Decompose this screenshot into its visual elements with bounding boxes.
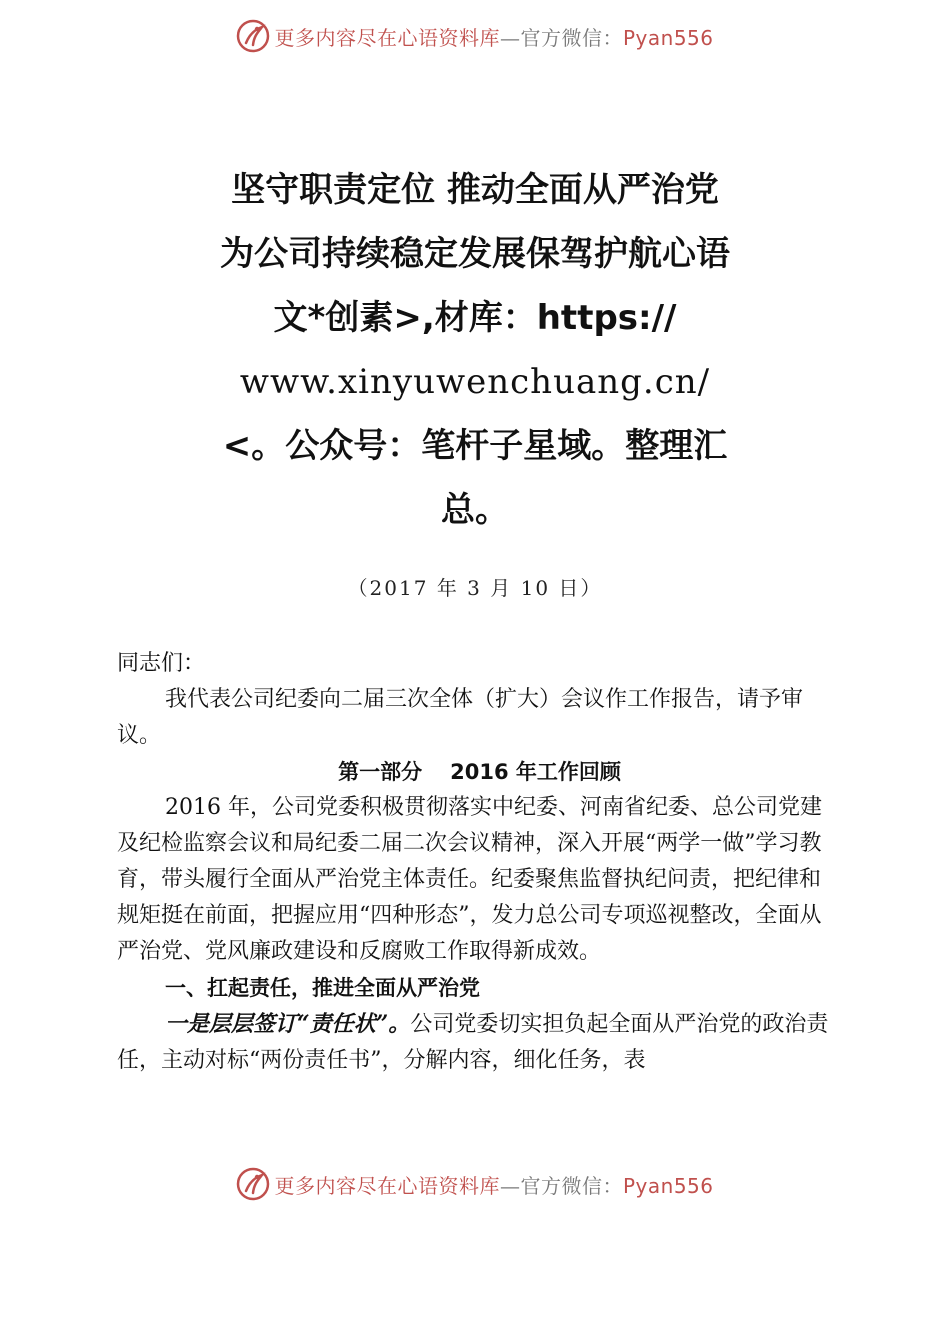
document-title xyxy=(0,158,950,542)
paragraph-review: 2016 年，公司党委积极贯彻落实中纪委、河南省纪委、总公司党建及纪检监察会议和局纪委二届二次会议精神，深入开展“两学一做”学习教育，带头履行全面从严治党主体责任。纪委聚焦监督执纪问责，把纪律和规矩挺在前面，把握应用“四种形态”，发力总公司专项巡视整改，全面从严治党、党风廉政建设和反腐败工作取得新成效。 xyxy=(117,795,822,964)
dancer-logo-icon xyxy=(236,1167,270,1201)
banner-wechat-label: 官方微信： xyxy=(520,25,623,50)
banner-text xyxy=(274,22,713,51)
lead-sentence: 一是层层签订“责任状”。 xyxy=(165,1011,411,1037)
intro-paragraph: 我代表公司纪委向二届三次全体（扩大）会议作工作报告，请予审议。 xyxy=(117,687,804,748)
salutation: 同志们： xyxy=(117,651,206,676)
dancer-logo-icon xyxy=(236,19,270,53)
paragraph-responsibility xyxy=(117,1006,842,1079)
title-line-4: www.xinyuwenchuang.cn/ xyxy=(239,362,711,402)
section-heading xyxy=(117,754,842,790)
banner-dash: — xyxy=(499,25,521,50)
header-banner xyxy=(0,16,950,56)
banner-wechat-id: Pyan556 xyxy=(622,25,714,50)
report-date: （2017 年 3 月 10 日） xyxy=(347,576,603,600)
footer-banner xyxy=(0,1164,950,1204)
banner-wechat-label: 官方微信： xyxy=(520,1173,623,1198)
paragraph-text: 公司党委切实担负起全面从严治党的政治责任，主动对标“两份责任书”，分解内容，细化任务，表 xyxy=(117,1012,829,1073)
section-part: 第一部分 xyxy=(338,760,423,784)
banner-wechat-id: Pyan556 xyxy=(622,1173,714,1198)
section-title: 2016 年工作回顾 xyxy=(450,760,621,784)
title-line-1: 坚守职责定位 推动全面从严治党 xyxy=(231,170,719,210)
banner-slogan: 更多内容尽在心语资料库 xyxy=(274,1173,500,1198)
title-line-2: 为公司持续稳定发展保驾护航心语 xyxy=(220,234,730,274)
title-line-3: 文*创素>,材库：https:// xyxy=(273,298,677,338)
title-line-6: 总。 xyxy=(441,490,509,530)
banner-text xyxy=(274,1170,713,1199)
title-line-5: <。公众号：笔杆子星域。整理汇 xyxy=(222,426,728,466)
banner-slogan: 更多内容尽在心语资料库 xyxy=(274,25,500,50)
banner-dash: — xyxy=(499,1173,521,1198)
subheading-responsibility: 一、扛起责任，推进全面从严治党 xyxy=(165,976,480,1000)
document-body xyxy=(117,646,842,1079)
